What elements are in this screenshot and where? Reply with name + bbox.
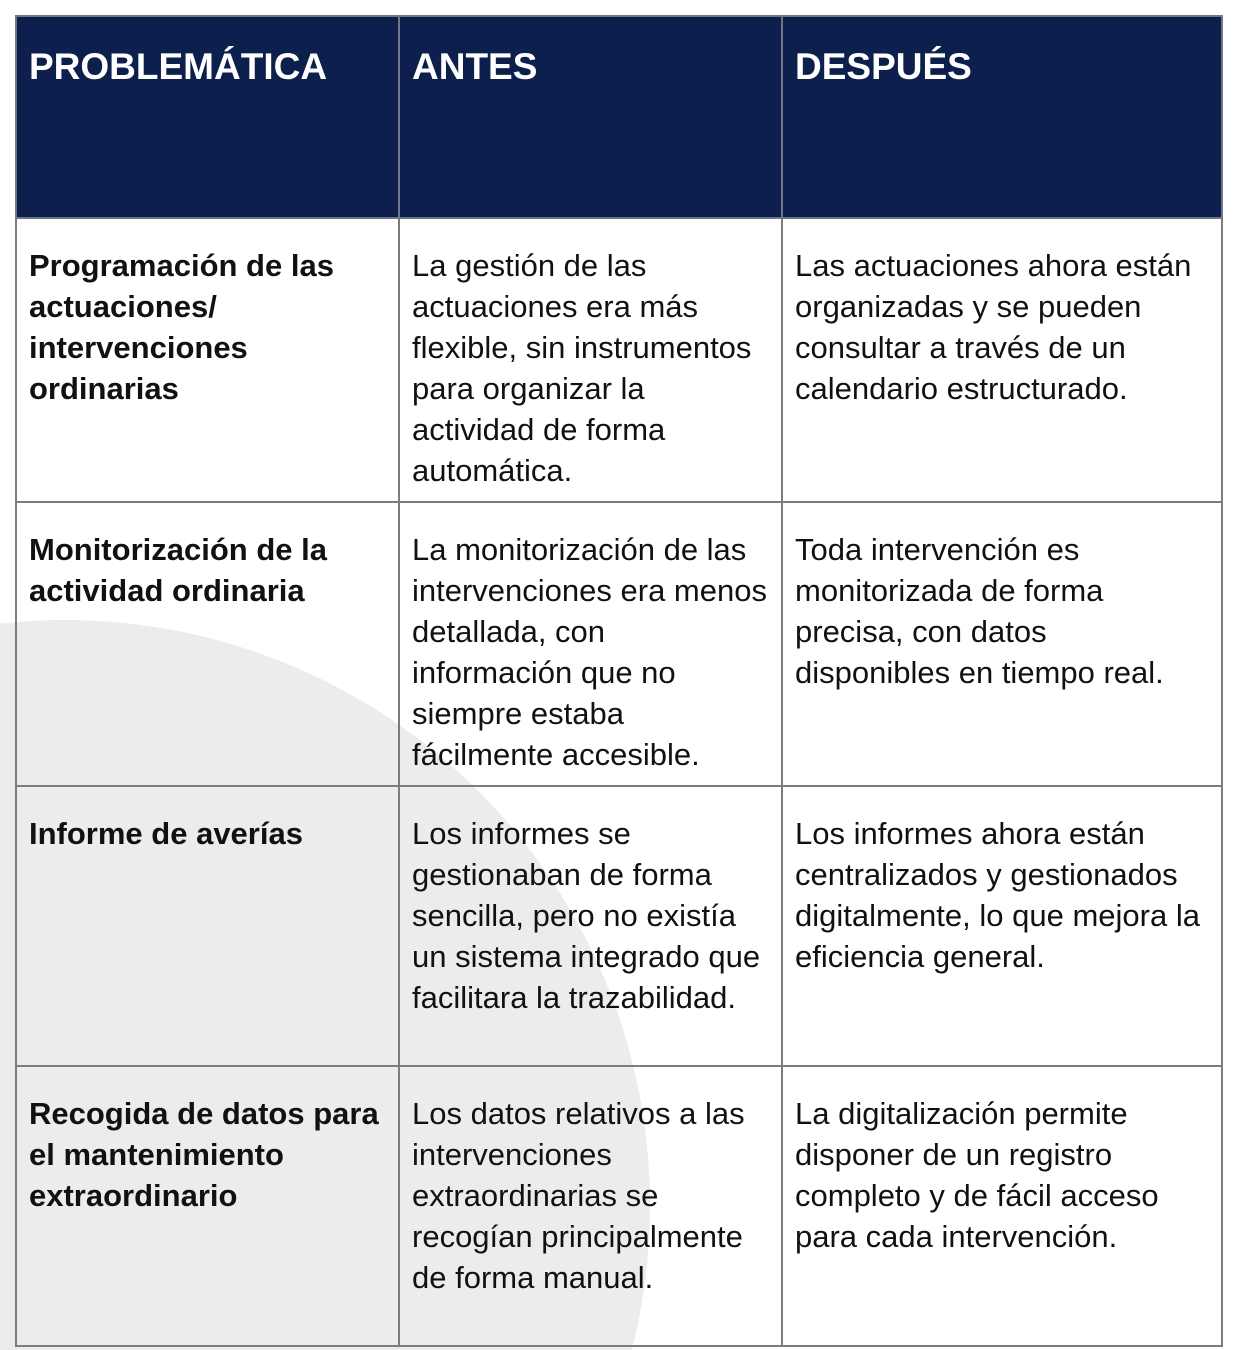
- before-cell: Los informes se gestionaban de forma sencilla, pero no existía un sistema integrado que facilitara la trazabilidad.: [399, 786, 782, 1066]
- header-despues: DESPUÉS: [782, 16, 1222, 218]
- before-cell: Los datos relativos a las intervenciones extraordinarias se recogían principalmente de forma manual.: [399, 1066, 782, 1346]
- header-problematica: PROBLEMÁTICA: [16, 16, 399, 218]
- table-row: [16, 1066, 1222, 1346]
- before-cell: La gestión de las actuaciones era más flexible, sin instrumentos para organizar la actividad de forma automática.: [399, 218, 782, 502]
- problem-cell: Monitorización de la actividad ordinaria: [16, 502, 399, 786]
- table-header: [16, 16, 1222, 218]
- problem-cell: Programación de las actuaciones/ intervenciones ordinarias: [16, 218, 399, 502]
- table-body: [16, 218, 1222, 1346]
- problem-cell: Informe de averías: [16, 786, 399, 1066]
- header-row: [16, 16, 1222, 218]
- problem-cell: Recogida de datos para el mantenimiento extraordinario: [16, 1066, 399, 1346]
- table-row: [16, 218, 1222, 502]
- header-antes: ANTES: [399, 16, 782, 218]
- table-row: [16, 786, 1222, 1066]
- table-row: [16, 502, 1222, 786]
- after-cell: Las actuaciones ahora están organizadas y se pueden consultar a través de un calendario estructurado.: [782, 218, 1222, 502]
- before-cell: La monitorización de las intervenciones era menos detallada, con información que no siempre estaba fácilmente accesible.: [399, 502, 782, 786]
- after-cell: La digitalización permite disponer de un registro completo y de fácil acceso para cada intervención.: [782, 1066, 1222, 1346]
- comparison-table: [15, 15, 1223, 1347]
- after-cell: Toda intervención es monitorizada de forma precisa, con datos disponibles en tiempo real.: [782, 502, 1222, 786]
- after-cell: Los informes ahora están centralizados y gestionados digitalmente, lo que mejora la eficiencia general.: [782, 786, 1222, 1066]
